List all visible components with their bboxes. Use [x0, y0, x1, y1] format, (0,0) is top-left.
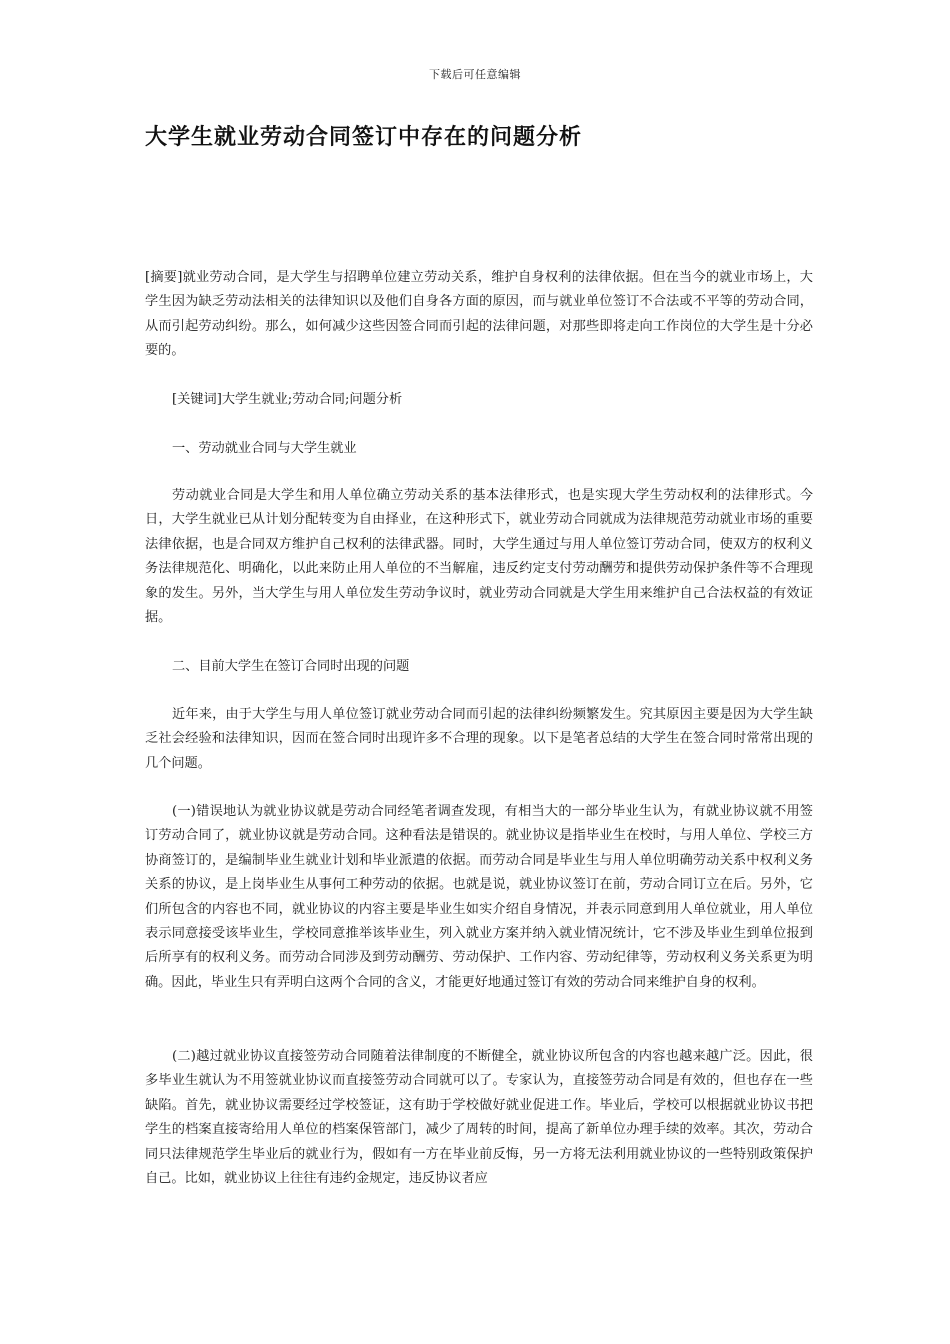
section-heading-1: 一、劳动就业合同与大学生就业 [172, 441, 357, 456]
body-paragraph-2: 近年来，由于大学生与用人单位签订就业劳动合同而引起的法律纠纷频繁发生。究其原因主要是因为大学生缺乏社会经验和法律知识，因而在签合同时出现许多不合理的现象。以下是笔者总结的大学生在签合同时常常出现的几个问题。 [145, 707, 813, 771]
body-paragraph-3: (一)错误地认为就业协议就是劳动合同经笔者调查发现，有相当大的一部分毕业生认为，有就业协议就不用签订劳动合同了，就业协议就是劳动合同。这种看法是错误的。就业协议是指毕业生在校时，与用人单位、学校三方协商签订的，是编制毕业生就业计划和毕业派遣的依据。而劳动合同是毕业生与用人单位明确劳动关系中权利义务关系的协议，是上岗毕业生从事何工种劳动的依据。也就是说，就业协议签订在前，劳动合同订立在后。另外，它们所包含的内容也不同，就业协议的内容主要是毕业生如实介绍自身情况，并表示同意到用人单位就业，用人单位表示同意接受该毕业生，学校同意推举该毕业生，列入就业方案并纳入就业情况统计，它不涉及毕业生到单位报到后所享有的权利义务。而劳动合同涉及到劳动酬劳、劳动保护、工作内容、劳动纪律等，劳动权利义务关系更为明确。因此，毕业生只有弄明白这两个合同的含义，才能更好地通过签订有效的劳动合同来维护自身的权利。 [145, 804, 813, 990]
section-heading-2: 二、目前大学生在签订合同时出现的问题 [172, 659, 410, 674]
keywords-line: [关键词]大学生就业;劳动合同;问题分析 [172, 392, 403, 407]
document-title: 大学生就业劳动合同签订中存在的问题分析 [145, 125, 583, 150]
body-paragraph-1: 劳动就业合同是大学生和用人单位确立劳动关系的基本法律形式，也是实现大学生劳动权利的法律形式。今日，大学生就业已从计划分配转变为自由择业，在这种形式下，就业劳动合同就成为法律规范劳动就业市场的重要法律依据，也是合同双方维护自己权利的法律武器。同时，大学生通过与用人单位签订劳动合同，使双方的权利义务法律规范化、明确化，以此来防止用人单位的不当解雇，违反约定支付劳动酬劳和提供劳动保护条件等不合理现象的发生。另外，当大学生与用人单位发生劳动争议时，就业劳动合同就是大学生用来维护自己合法权益的有效证据。 [145, 488, 813, 626]
header-note: 下载后可任意编辑 [429, 68, 521, 81]
body-paragraph-4: (二)越过就业协议直接签劳动合同随着法律制度的不断健全，就业协议所包含的内容也越来越广泛。因此，很多毕业生就认为不用签就业协议而直接签劳动合同就可以了。专家认为，直接签劳动合同是有效的，但也存在一些缺陷。首先，就业协议需要经过学校签证，这有助于学校做好就业促进工作。毕业后，学校可以根据就业协议书把学生的档案直接寄给用人单位的档案保管部门，减少了周转的时间，提高了新单位办理手续的效率。其次，劳动合同只法律规范学生毕业后的就业行为，假如有一方在毕业前反悔，另一方将无法利用就业协议的一些特别政策保护自己。比如，就业协议上往往有违约金规定，违反协议者应 [145, 1049, 813, 1187]
abstract-paragraph: [摘要]就业劳动合同，是大学生与招聘单位建立劳动关系，维护自身权利的法律依据。但在当今的就业市场上，大学生因为缺乏劳动法相关的法律知识以及他们自身各方面的原因，而与就业单位签订不合法或不平等的劳动合同，从而引起劳动纠纷。那么，如何减少这些因签合同而引起的法律问题，对那些即将走向工作岗位的大学生是十分必要的。 [145, 270, 813, 359]
